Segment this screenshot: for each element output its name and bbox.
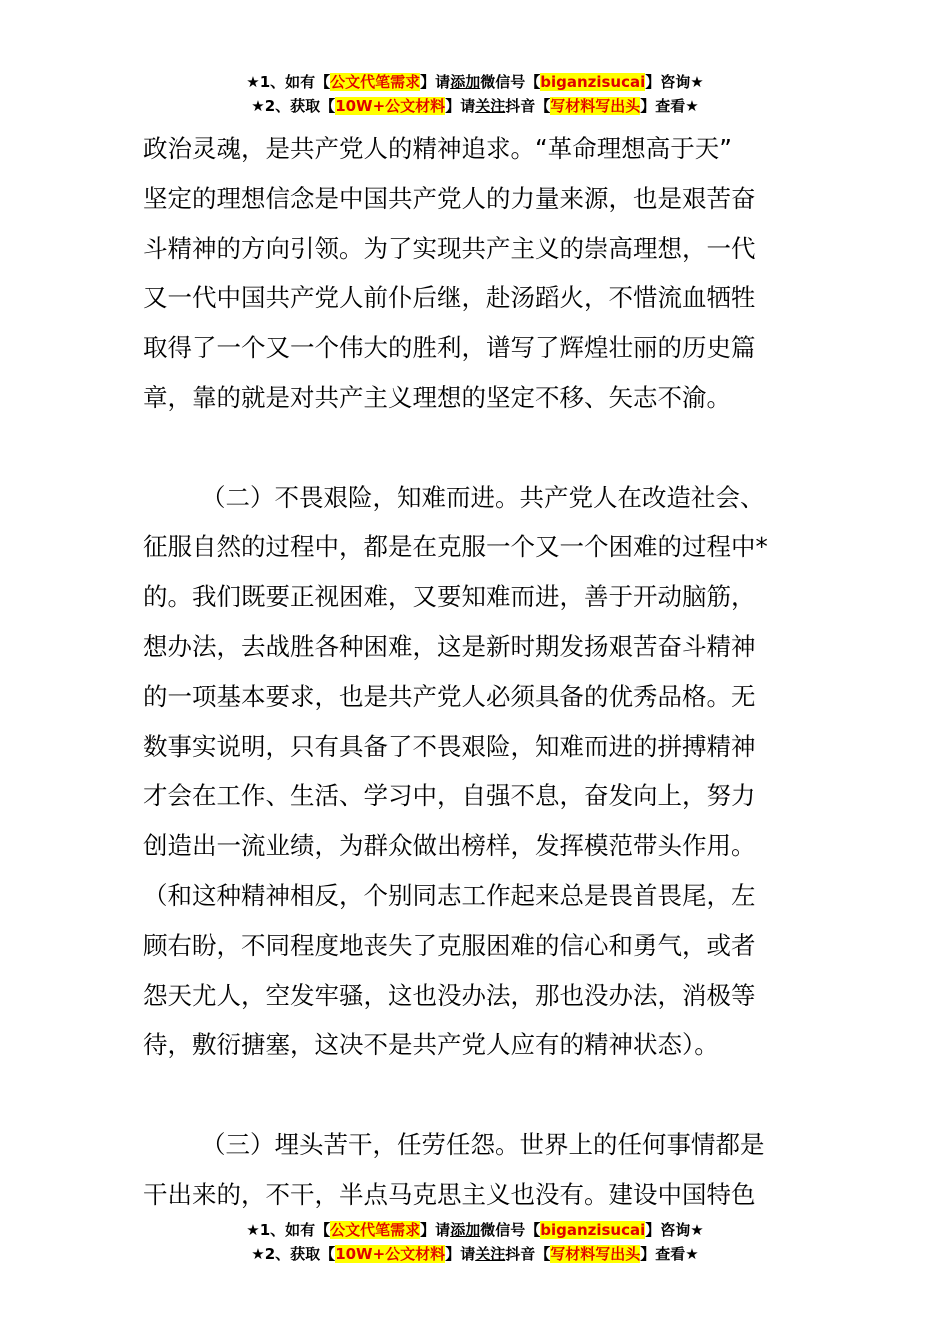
paragraph-2 [143,473,811,1071]
highlight-text: 10W+公文材料 [335,97,446,115]
banner-text: 】咨询★ [645,73,704,91]
banner-text: 】请 [445,1245,476,1263]
text-line: 坚定的理想信念是中国共产党人的力量来源，也是艰苦奋 [143,183,756,213]
banner-text: ★2、获取【 [251,1245,336,1263]
document-body [143,124,811,1220]
banner-text: 】请 [445,97,476,115]
text-line: 干出来的，不干，半点马克思主义也没有。建设中国特色 [143,1179,756,1209]
banner-text: ★1、如有【 [246,73,331,91]
text-line: 才会在工作、生活、学习中，自强不息，奋发向上，努力 [143,781,756,811]
banner-text: 抖音【 [505,97,551,115]
text-line: 征服自然的过程中，都是在克服一个又一个困难的过程中* [143,532,768,562]
highlight-text: 公文代笔需求 [330,1221,421,1239]
text-line: 又一代中国共产党人前仆后继，赴汤蹈火，不惜流血牺牲 [143,283,756,313]
text-line: 顾右盼，不同程度地丧失了克服困难的信心和勇气，或者 [143,930,756,960]
highlight-text: 公文代笔需求 [330,73,421,91]
footer-banner [0,1218,950,1266]
banner-line-2 [0,1242,950,1266]
text-line: 章，靠的就是对共产主义理想的坚定不移、矢志不渝。 [143,382,731,412]
banner-text: 抖音【 [505,1245,551,1263]
text-line: 待，敷衍搪塞，这决不是共产党人应有的精神状态）。 [143,1030,719,1060]
text-line: 数事实说明，只有具备了不畏艰险，知难而进的拼搏精神 [143,731,756,761]
banner-text: ★2、获取【 [251,97,336,115]
wechat-id: biganzisucai [540,73,646,91]
wechat-id: biganzisucai [540,1221,646,1239]
highlight-text: 10W+公文材料 [335,1245,446,1263]
text-line: （三）埋头苦干，任劳任怨。世界上的任何事情都是 [201,1129,765,1159]
paragraph-gap [143,423,811,473]
banner-text: 】查看★ [640,1245,699,1263]
banner-text: 】咨询★ [645,1221,704,1239]
underlined-text: 关注 [475,1245,506,1263]
text-line: 的。我们既要正视困难，又要知难而进，善于开动脑筋， [143,582,756,612]
text-line: 的一项基本要求，也是共产党人必须具备的优秀品格。无 [143,681,756,711]
banner-line-2 [0,94,950,118]
banner-text: 】请 [420,1221,451,1239]
text-line: 取得了一个又一个伟大的胜利，谱写了辉煌壮丽的历史篇 [143,333,756,363]
header-banner [0,70,950,118]
text-line: 怨天尤人，空发牢骚，这也没办法，那也没办法，消极等 [143,980,756,1010]
text-line: （和这种精神相反，个别同志工作起来总是畏首畏尾，左 [143,880,756,910]
banner-text: 】请 [420,73,451,91]
underlined-text: 添加 [450,1221,481,1239]
paragraph-1 [143,124,811,423]
paragraph-3 [143,1120,811,1220]
text-line: 斗精神的方向引领。为了实现共产主义的崇高理想，一代 [143,233,756,263]
text-line: 想办法，去战胜各种困难，这是新时期发扬艰苦奋斗精神 [143,631,756,661]
underlined-text: 关注 [475,97,506,115]
text-line: 创造出一流业绩，为群众做出榜样，发挥模范带头作用。 [143,831,756,861]
underlined-text: 添加 [450,73,481,91]
banner-text: 】查看★ [640,97,699,115]
douyin-id: 写材料写出头 [550,1245,641,1263]
douyin-id: 写材料写出头 [550,97,641,115]
banner-text: 微信号【 [480,73,541,91]
banner-text: 微信号【 [480,1221,541,1239]
text-line: （二）不畏艰险，知难而进。共产党人在改造社会、 [201,482,765,512]
banner-line-1 [0,1218,950,1242]
paragraph-gap [143,1070,811,1120]
banner-line-1 [0,70,950,94]
text-line: 政治灵魂，是共产党人的精神追求。“革命理想高于天” [143,134,732,163]
banner-text: ★1、如有【 [246,1221,331,1239]
